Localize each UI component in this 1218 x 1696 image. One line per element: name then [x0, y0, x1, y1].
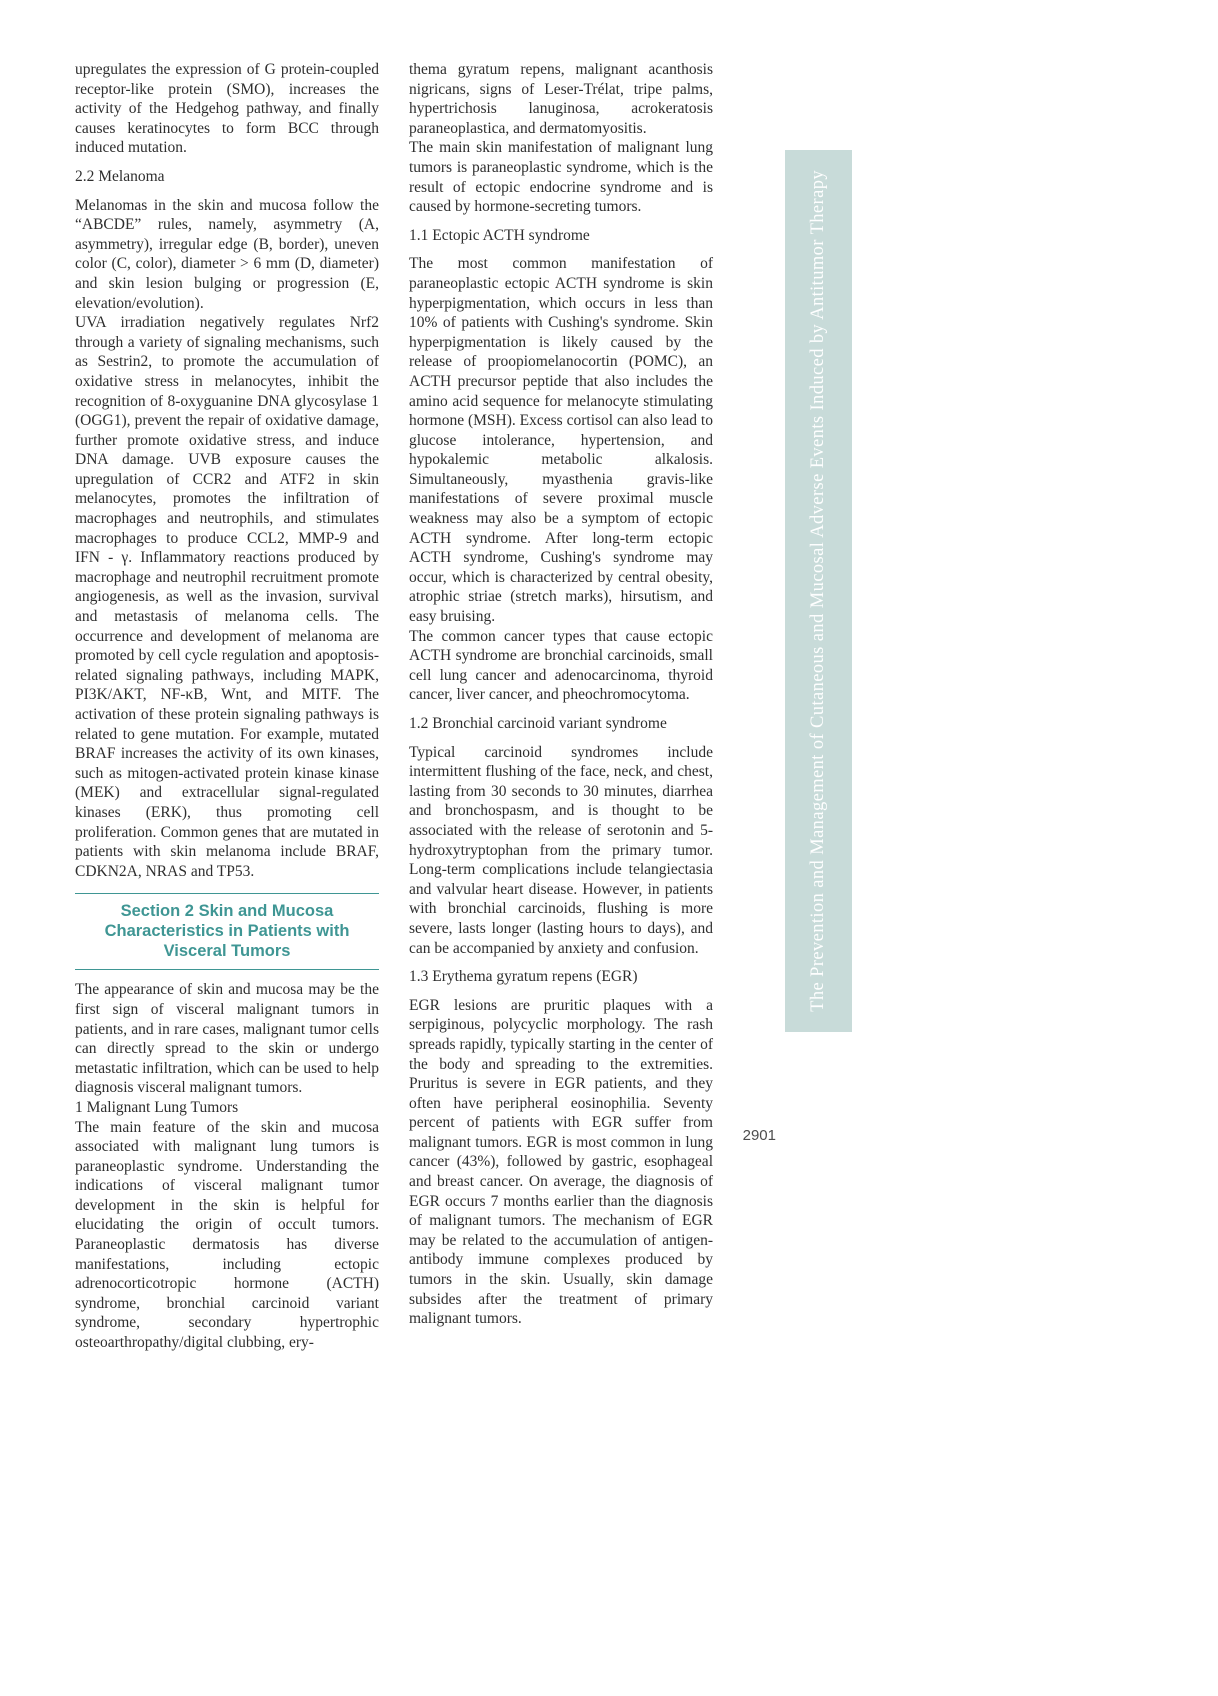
sub-section-heading: 1.2 Bronchial carcinoid variant syndrome: [409, 715, 667, 732]
paragraph: The appearance of skin and mucosa may be the first sign of visceral malignant tumors in patients, and in rare cases, malignant tumor cells can directly spread to the skin or undergo metastatic infiltration, which can be used to help diagnosis visceral malignant tumors.: [75, 981, 379, 1097]
sub-section-heading: 2.2 Melanoma: [75, 167, 165, 185]
paragraph: The main skin manifestation of malignant lung tumors is paraneoplastic syndrome, which is the result of ectopic endocrine syndrome and is caused by hormone-secreting tumors.: [409, 139, 713, 216]
paragraph: The common cancer types that cause ectopic ACTH syndrome are bronchial carcinoids, small cell lung cancer and adenocarcinoma, thyroid cancer, liver cancer, and pheochromocytoma.: [409, 627, 713, 704]
paragraph: upregulates the expression of G protein-coupled receptor-like protein (SMO), increases the activity of the Hedgehog pathway, and finally causes keratinocytes to form BCC through induced mutation.: [75, 61, 379, 157]
paragraph: Melanomas in the skin and mucosa follow the “ABCDE” rules, namely, asymmetry (A, asymmetry), irregular edge (B, border), uneven color (C, color), diameter > 6 mm (D, diameter) and skin lesion bulging or progression (E, elevation/evolution).: [75, 196, 379, 312]
paragraph: The main feature of the skin and mucosa associated with malignant lung tumors is paraneoplastic syndrome. Understanding the indications of visceral malignant tumor development in the skin is helpful for elucidating the origin of occult tumors. Paraneoplastic dermatosis has diverse manifestations, including ectopic adrenocorticotropic hormone (ACTH) syndrome, bronchial carcinoid variant syndrome, secondary hypertrophic osteoarthropathy/digital clubbing, ery-: [75, 1118, 379, 1352]
paragraph: Typical carcinoid syndromes include intermittent flushing of the face, neck, and chest, lasting from 30 seconds to 30 minutes, diarrhea and bronchospasm, and is thought to be associated with the release of serotonin and 5-hydroxytryptophan from the primary tumor. Long-term complications include telangiectasia and valvular heart disease. However, in patients with bronchial carcinoids, flushing is more severe, lasts longer (lasting hours to days), and can be accompanied by anxiety and confusion.: [409, 743, 713, 957]
run-in-heading: 1 Malignant Lung Tumors: [75, 1098, 239, 1116]
column-right: [409, 60, 713, 1329]
sub-section-heading: 1.1 Ectopic ACTH syndrome: [409, 226, 590, 244]
paragraph: The most common manifestation of paraneoplastic ectopic ACTH syndrome is skin hyperpigmentation, which occurs in less than 10% of patients with Cushing's syndrome. Skin hyperpigmentation is likely caused by the release of proopiomelanocortin (POMC), an ACTH precursor peptide that also includes the amino acid sequence for melanocyte stimulating hormone (MSH). Excess cortisol can also lead to glucose intolerance, hypertension, and hypokalemic metabolic alkalosis. Simultaneously, myasthenia gravis-like manifestations of severe proximal muscle weakness may also be a symptom of ectopic ACTH syndrome. After long-term ectopic ACTH syndrome, Cushing's syndrome may occur, which is characterized by central obesity, atrophic striae (stretch marks), hirsutism, and easy bruising.: [409, 255, 713, 626]
sidebar-vertical-title: The Prevention and Management of Cutaneous and Mucosal Adverse Events Induced by Antitumor Therapy: [808, 170, 828, 1012]
sub-section-heading: 1.3 Erythema gyratum repens (EGR): [409, 968, 638, 986]
paragraph: UVA irradiation negatively regulates Nrf2 through a variety of signaling mechanisms, such as Sestrin2, to promote the accumulation of oxidative stress in melanocytes, inhibit the recognition of 8-oxyguanine DNA glycosylase 1 (OGG1), prevent the repair of oxidative damage, further promote oxidative stress, and induce DNA damage. UVB exposure causes the upregulation of CCR2 and ATF2 in skin melanocytes, promotes the infiltration of macrophages and neutrophils, and stimulates macrophages to produce CCL2, MMP-9 and IFN - γ. Inflammatory reactions produced by macrophage and neutrophil recruitment promote angiogenesis, as well as the invasion, survival and metastasis of melanoma cells. The occurrence and development of melanoma are promoted by cell cycle regulation and apoptosis-related signaling pathways, including MAPK, PI3K/AKT, NF-κB, Wnt, and MITF. The activation of these protein signaling pathways is related to gene mutation. For example, mutated BRAF increases the activity of its own kinases, such as mitogen-activated protein kinase kinase (MEK) and extracellular signal-regulated kinases (ERK), thus promoting cell proliferation. Common genes that are mutated in patients with skin melanoma include BRAF, CDKN2A, NRAS and TP53.: [75, 314, 379, 880]
paragraph: thema gyratum repens, malignant acanthosis nigricans, signs of Leser-Trélat, tripe palms, hypertrichosis lanuginosa, acrokeratosis paraneoplastica, and dermatomyositis.: [409, 61, 713, 137]
page-number: 2901: [742, 1127, 776, 1144]
sidebar-band: [785, 150, 852, 1032]
paragraph: EGR lesions are pruritic plaques with a serpiginous, polycyclic morphology. The rash spreads rapidly, typically starting in the center of the body and spreading to the extremities. Pruritus is severe in EGR patients, and they often have peripheral eosinophilia. Seventy percent of patients with EGR suffer from malignant tumors. EGR is most common in lung cancer (43%), followed by gastric, esophageal and breast cancer. On average, the diagnosis of EGR occurs 7 months earlier than the diagnosis of malignant tumors. The mechanism of EGR may be related to the accumulation of antigen-antibody immune complexes produced by tumors in the skin. Usually, skin damage subsides after the treatment of primary malignant tumors.: [409, 996, 713, 1328]
column-left: [75, 60, 379, 1353]
section-heading: Section 2 Skin and Mucosa Characteristics in Patients with Visceral Tumors: [75, 893, 379, 970]
